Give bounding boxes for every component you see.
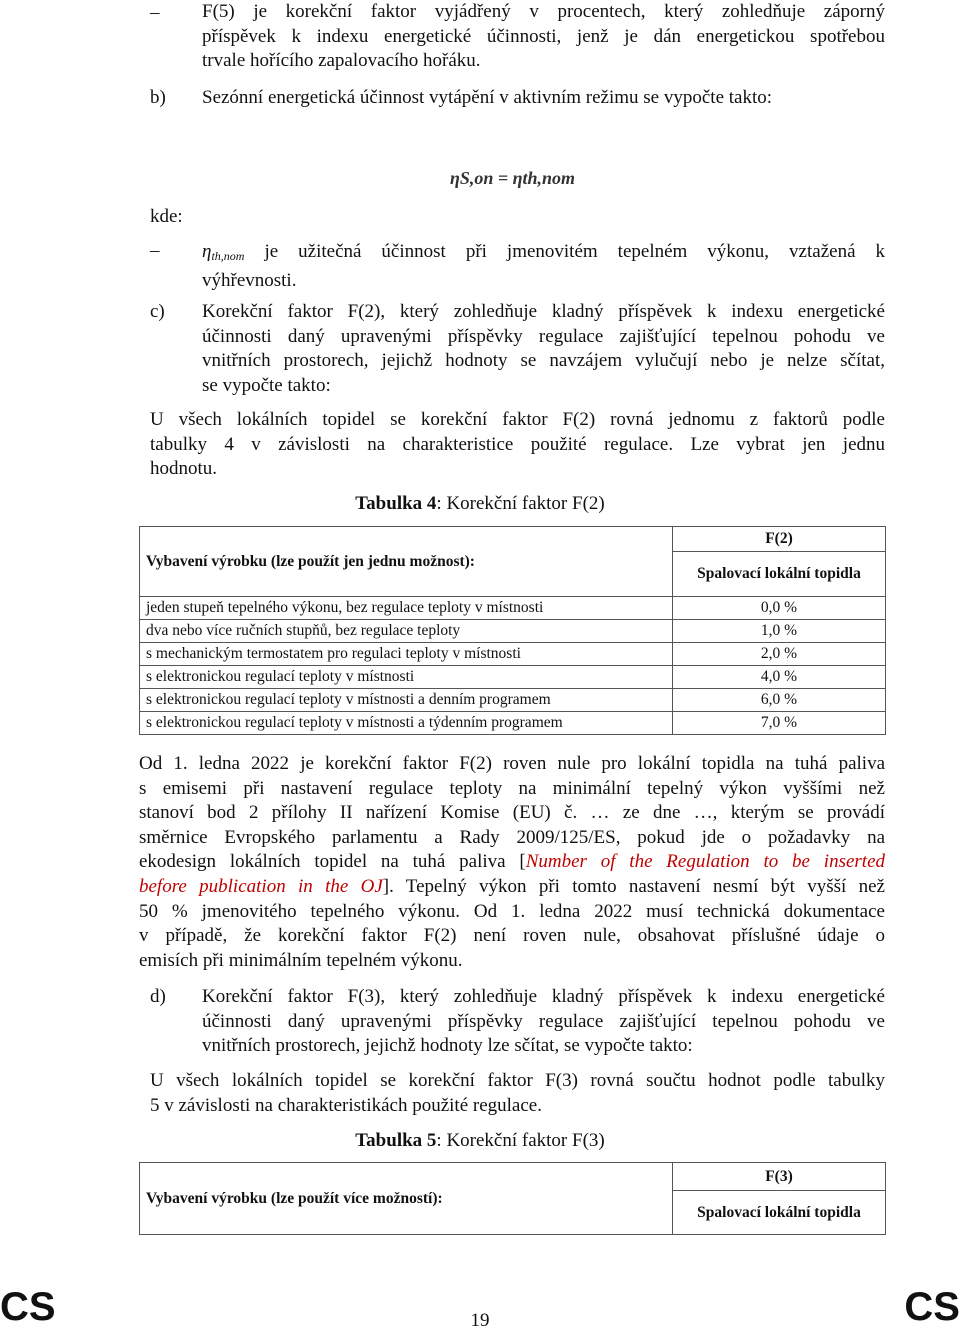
table5-header-left: Vybavení výrobku (lze použít více možností): <box>140 1163 673 1235</box>
table5 <box>139 1162 886 1235</box>
eta-subscript: th,nom <box>211 249 245 263</box>
od-line-7: 50 % jmenovitého tepelného výkonu. Od 1. ledna 2022 musí technická dokumentace <box>139 900 885 922</box>
d-line-3: vnitřních prostorech, jejichž hodnoty lze sčítat, se vypočte takto: <box>202 1035 693 1057</box>
od-line-9: emisích při minimálním tepelném výkonu. <box>139 949 463 971</box>
row-label: s mechanickým termostatem pro regulaci teploty v místnosti <box>140 643 673 666</box>
b-text: Sezónní energetická účinnost vytápění v aktivním režimu se vypočte takto: <box>202 87 773 108</box>
od-placeholder-red-2: before publication in the OJ <box>139 875 383 897</box>
f5-line-2: příspěvek k indexu energetické účinnosti, jenž je dán energetickou spotřebou <box>202 25 885 47</box>
table4-caption <box>0 492 960 516</box>
table-row <box>140 689 886 712</box>
od-line-4: směrnice Evropského parlamentu a Rady 2009/125/ES, pokud jde o požadavky na <box>139 826 885 848</box>
c-paragraph <box>202 300 885 398</box>
table5-header-top: F(3) <box>673 1163 886 1191</box>
f5-line-1: F(5) je korekční faktor vyjádřený v procentech, který zohledňuje záporný <box>202 1 885 22</box>
od-line-5-text: ekodesign lokálních topidel na tuhá paliva [ <box>139 851 526 873</box>
table5-caption-rest: : Korekční faktor F(3) <box>436 1130 605 1151</box>
row-label: s elektronickou regulací teploty v místnosti a denním programem <box>140 689 673 712</box>
row-label: s elektronickou regulací teploty v místnosti a týdenním programem <box>140 712 673 735</box>
list-dash: – <box>150 240 160 261</box>
row-value: 2,0 % <box>673 643 886 666</box>
table5-caption <box>0 1129 960 1153</box>
row-value: 4,0 % <box>673 666 886 689</box>
table4-header-left: Vybavení výrobku (lze použít jen jednu možnost): <box>140 527 673 597</box>
footer-lang-right: CS <box>904 1285 960 1329</box>
od-line-6-text: ]. Tepelný výkon při tomto nastavení nesmí být vyšší než <box>382 875 885 897</box>
table-row <box>140 712 886 735</box>
table4-caption-rest: : Korekční faktor F(2) <box>436 493 605 514</box>
c-line-4: se vypočte takto: <box>202 374 331 396</box>
row-value: 6,0 % <box>673 689 886 712</box>
row-value: 7,0 % <box>673 712 886 735</box>
f5-line-3: trvale hořícího zapalovacího hořáku. <box>202 50 481 72</box>
table-row <box>140 666 886 689</box>
od-line-5 <box>139 850 885 875</box>
eta-line-1 <box>202 240 885 269</box>
row-label: dva nebo více ručních stupňů, bez regulace teploty <box>140 620 673 643</box>
b-marker: b) <box>150 87 166 108</box>
c-line-1: Korekční faktor F(2), který zohledňuje kladný příspěvek k indexu energetické <box>202 301 885 322</box>
c-rule-line-1: U všech lokálních topidel se korekční faktor F(2) rovná jednomu z faktorů podle <box>150 409 885 430</box>
od-line-6 <box>139 875 885 900</box>
c-rule-line-2: tabulky 4 v závislosti na charakteristice použité regulace. Lze vybrat jen jednu <box>150 433 885 455</box>
d-rule-paragraph <box>150 1069 885 1118</box>
eta-line-2: výhřevnosti. <box>202 269 297 291</box>
footer-lang-left: CS <box>0 1285 56 1329</box>
list-dash: – <box>150 2 160 23</box>
c-line-2: účinnosti daný upravenými příspěvky regulace zajišťující tepelnou pohodu ve <box>202 325 885 347</box>
d-marker: d) <box>150 986 166 1007</box>
f5-paragraph <box>202 0 885 74</box>
od-line-2: s emisemi při nastavení regulace teploty na minimální tepelný výkon vyššími než <box>139 777 885 799</box>
c-rule-paragraph <box>150 408 885 482</box>
d-line-2: účinnosti daný upravenými příspěvky regulace zajišťující tepelnou pohodu ve <box>202 1010 885 1032</box>
table5-header-sub: Spalovací lokální topidla <box>673 1191 886 1235</box>
d-rule-line-1: U všech lokálních topidel se korekční faktor F(3) rovná součtu hodnot podle tabulky <box>150 1070 885 1091</box>
od-line-8: v případě, že korekční faktor F(2) není roven nule, obsahovat příslušné údaje o <box>139 925 885 947</box>
d-rule-line-2: 5 v závislosti na charakteristikách použité regulace. <box>150 1094 542 1116</box>
page-number: 19 <box>470 1310 490 1331</box>
formula-eta: ηS,on = ηth,nom <box>450 168 576 188</box>
row-label: jeden stupeň tepelného výkonu, bez regulace teploty v místnosti <box>140 597 673 620</box>
d-paragraph <box>202 985 885 1059</box>
table4-caption-bold: Tabulka 4 <box>355 493 437 514</box>
d-line-1: Korekční faktor F(3), který zohledňuje kladný příspěvek k indexu energetické <box>202 986 885 1007</box>
od-paragraph <box>139 752 885 973</box>
c-marker: c) <box>150 301 165 322</box>
eta-definition <box>202 240 885 293</box>
od-line-1: Od 1. ledna 2022 je korekční faktor F(2) roven nule pro lokální topidla na tuhá paliva <box>139 753 885 774</box>
eta-symbol: η <box>202 241 212 262</box>
row-value: 0,0 % <box>673 597 886 620</box>
od-placeholder-red: Number of the Regulation to be inserted <box>525 851 885 873</box>
table-row <box>140 620 886 643</box>
table-row <box>140 597 886 620</box>
eta-text: je užitečná účinnost při jmenovitém tepelném výkonu, vztažená k <box>264 241 885 262</box>
c-line-3: vnitřních prostorech, jejichž hodnoty se navzájem vylučují nebo je nelze sčítat, <box>202 350 885 372</box>
kde-label: kde: <box>150 206 183 227</box>
table4 <box>139 526 886 735</box>
row-value: 1,0 % <box>673 620 886 643</box>
row-label: s elektronickou regulací teploty v místnosti <box>140 666 673 689</box>
table-row <box>140 643 886 666</box>
od-line-3: stanoví bod 2 přílohy II nařízení Komise (EU) č. … ze dne …, kterým se provádí <box>139 802 885 824</box>
table4-header-sub: Spalovací lokální topidla <box>673 552 886 597</box>
c-rule-line-3: hodnotu. <box>150 458 218 480</box>
table5-caption-bold: Tabulka 5 <box>355 1130 437 1151</box>
table4-header-top: F(2) <box>673 527 886 552</box>
